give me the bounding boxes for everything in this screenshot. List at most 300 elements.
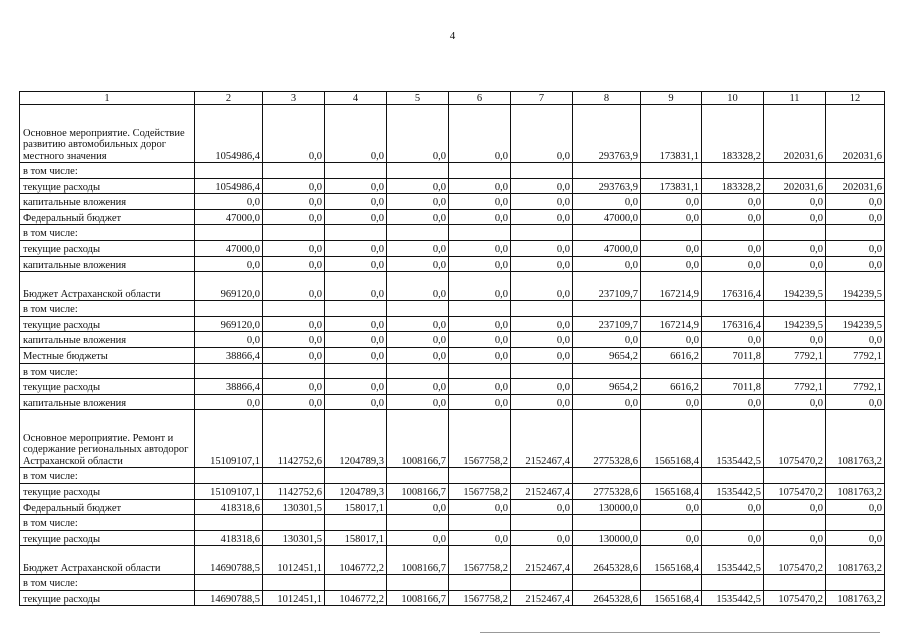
table-cell: 0,0	[826, 194, 885, 210]
table-cell: 0,0	[449, 178, 511, 194]
table-cell	[387, 225, 449, 241]
table-cell	[573, 225, 641, 241]
row-label: Федеральный бюджет	[20, 499, 195, 515]
table-cell	[573, 163, 641, 179]
table-cell: 0,0	[826, 499, 885, 515]
footer-divider	[480, 632, 880, 635]
table-cell	[387, 575, 449, 591]
table-cell: 0,0	[263, 178, 325, 194]
table-cell: 0,0	[387, 272, 449, 301]
table-cell: 1565168,4	[641, 546, 702, 575]
table-cell	[702, 575, 764, 591]
table-cell: 0,0	[263, 332, 325, 348]
table-cell: 1081763,2	[826, 590, 885, 606]
table-cell: 2152467,4	[511, 410, 573, 468]
table-cell: 15109107,1	[195, 410, 263, 468]
table-cell	[325, 515, 387, 531]
table-cell: 183328,2	[702, 178, 764, 194]
table-cell: 47000,0	[195, 240, 263, 256]
table-cell: 0,0	[511, 209, 573, 225]
table-cell: 1075470,2	[764, 483, 826, 499]
table-cell	[325, 163, 387, 179]
row-label: текущие расходы	[20, 240, 195, 256]
table-cell: 1565168,4	[641, 590, 702, 606]
table-cell	[387, 163, 449, 179]
table-cell: 0,0	[641, 209, 702, 225]
table-cell	[826, 515, 885, 531]
table-cell	[387, 301, 449, 317]
column-header: 6	[449, 92, 511, 105]
table-cell: 202031,6	[826, 178, 885, 194]
table-cell	[511, 225, 573, 241]
table-row	[20, 530, 885, 546]
table-cell: 1008166,7	[387, 410, 449, 468]
table-cell: 2645328,6	[573, 590, 641, 606]
table-cell: 167214,9	[641, 316, 702, 332]
table-cell: 0,0	[325, 178, 387, 194]
table-cell	[702, 301, 764, 317]
table-cell: 0,0	[449, 194, 511, 210]
table-cell: 0,0	[449, 394, 511, 410]
row-label: в том числе:	[20, 575, 195, 591]
table-cell: 158017,1	[325, 499, 387, 515]
table-cell: 969120,0	[195, 316, 263, 332]
table-cell	[702, 225, 764, 241]
table-cell: 0,0	[325, 379, 387, 395]
table-cell: 14690788,5	[195, 546, 263, 575]
table-cell: 0,0	[325, 194, 387, 210]
table-cell: 293763,9	[573, 105, 641, 163]
table-cell: 0,0	[325, 240, 387, 256]
table-cell: 0,0	[641, 530, 702, 546]
table-cell: 0,0	[387, 209, 449, 225]
table-cell: 1142752,6	[263, 483, 325, 499]
table-cell	[826, 225, 885, 241]
table-cell: 130000,0	[573, 499, 641, 515]
table-cell: 0,0	[511, 240, 573, 256]
table-cell: 0,0	[764, 499, 826, 515]
table-cell: 1012451,1	[263, 546, 325, 575]
table-cell: 0,0	[702, 256, 764, 272]
table-cell: 9654,2	[573, 379, 641, 395]
table-cell: 0,0	[641, 332, 702, 348]
table-cell: 0,0	[826, 240, 885, 256]
table-cell: 0,0	[325, 316, 387, 332]
table-cell: 0,0	[449, 105, 511, 163]
row-label: текущие расходы	[20, 316, 195, 332]
table-cell: 418318,6	[195, 499, 263, 515]
table-cell: 0,0	[511, 256, 573, 272]
table-cell	[325, 468, 387, 484]
table-cell	[325, 575, 387, 591]
table-cell	[263, 301, 325, 317]
row-label: Бюджет Астраханской области	[20, 272, 195, 301]
table-cell: 0,0	[702, 209, 764, 225]
table-cell: 1046772,2	[325, 590, 387, 606]
row-label: Местные бюджеты	[20, 347, 195, 363]
table-cell: 1081763,2	[826, 483, 885, 499]
table-row	[20, 379, 885, 395]
table-cell	[573, 515, 641, 531]
row-label: в том числе:	[20, 515, 195, 531]
table-cell: 0,0	[387, 332, 449, 348]
table-cell: 0,0	[449, 240, 511, 256]
table-cell: 0,0	[195, 332, 263, 348]
table-row	[20, 272, 885, 301]
column-header: 11	[764, 92, 826, 105]
table-cell: 0,0	[702, 240, 764, 256]
table-cell	[511, 468, 573, 484]
column-header: 2	[195, 92, 263, 105]
row-label: Бюджет Астраханской области	[20, 546, 195, 575]
table-cell: 1535442,5	[702, 546, 764, 575]
table-cell: 1075470,2	[764, 590, 826, 606]
table-cell: 1567758,2	[449, 590, 511, 606]
table-cell: 1008166,7	[387, 546, 449, 575]
table-cell	[573, 575, 641, 591]
table-cell: 1075470,2	[764, 410, 826, 468]
table-cell	[387, 468, 449, 484]
table-cell: 0,0	[449, 499, 511, 515]
table-row	[20, 515, 885, 531]
table-cell: 0,0	[387, 178, 449, 194]
table-cell: 0,0	[325, 332, 387, 348]
table-cell: 202031,6	[764, 105, 826, 163]
table-cell: 167214,9	[641, 272, 702, 301]
table-cell: 194239,5	[764, 272, 826, 301]
table-cell	[641, 363, 702, 379]
table-cell: 7792,1	[764, 379, 826, 395]
table-cell: 0,0	[325, 105, 387, 163]
table-cell: 194239,5	[826, 272, 885, 301]
table-cell	[449, 468, 511, 484]
page-number: 4	[449, 30, 456, 42]
table-cell	[263, 468, 325, 484]
table-row	[20, 347, 885, 363]
table-cell	[195, 163, 263, 179]
table-cell: 1081763,2	[826, 410, 885, 468]
table-row	[20, 240, 885, 256]
table-cell: 0,0	[325, 394, 387, 410]
table-cell: 0,0	[195, 256, 263, 272]
table-cell: 7011,8	[702, 347, 764, 363]
column-header: 10	[702, 92, 764, 105]
table-cell	[511, 301, 573, 317]
table-cell	[573, 301, 641, 317]
table-row	[20, 546, 885, 575]
table-cell: 0,0	[263, 379, 325, 395]
table-cell: 1204789,3	[325, 410, 387, 468]
row-label: текущие расходы	[20, 379, 195, 395]
table-cell: 47000,0	[573, 209, 641, 225]
table-cell: 2152467,4	[511, 483, 573, 499]
table-cell: 2152467,4	[511, 590, 573, 606]
column-header: 7	[511, 92, 573, 105]
table-cell: 6616,2	[641, 347, 702, 363]
table-cell: 0,0	[387, 394, 449, 410]
table-cell	[764, 225, 826, 241]
table-cell	[641, 163, 702, 179]
table-cell	[263, 163, 325, 179]
table-cell: 173831,1	[641, 178, 702, 194]
table-row	[20, 499, 885, 515]
table-cell: 0,0	[449, 347, 511, 363]
table-cell: 0,0	[449, 530, 511, 546]
table-cell: 9654,2	[573, 347, 641, 363]
table-cell: 0,0	[387, 256, 449, 272]
table-cell: 0,0	[764, 209, 826, 225]
row-label: в том числе:	[20, 468, 195, 484]
table-cell: 0,0	[449, 272, 511, 301]
table-cell: 2152467,4	[511, 546, 573, 575]
table-cell: 418318,6	[195, 530, 263, 546]
table-cell: 0,0	[826, 209, 885, 225]
table-cell	[702, 515, 764, 531]
table-cell: 2775328,6	[573, 483, 641, 499]
table-cell: 1565168,4	[641, 410, 702, 468]
table-cell: 0,0	[387, 347, 449, 363]
table-cell	[195, 575, 263, 591]
table-cell: 293763,9	[573, 178, 641, 194]
table-cell: 0,0	[826, 256, 885, 272]
table-cell	[511, 163, 573, 179]
table-cell: 0,0	[325, 256, 387, 272]
table-cell: 1535442,5	[702, 483, 764, 499]
table-cell	[641, 575, 702, 591]
table-cell: 0,0	[764, 256, 826, 272]
table-cell	[263, 575, 325, 591]
header-row	[20, 92, 885, 105]
table-cell	[641, 515, 702, 531]
table-cell: 0,0	[764, 194, 826, 210]
table-cell: 0,0	[511, 332, 573, 348]
table-cell: 0,0	[449, 209, 511, 225]
row-label: капитальные вложения	[20, 194, 195, 210]
table-cell: 0,0	[511, 530, 573, 546]
row-label: в том числе:	[20, 301, 195, 317]
table-cell: 0,0	[325, 272, 387, 301]
table-cell	[764, 301, 826, 317]
table-cell: 0,0	[641, 240, 702, 256]
table-cell: 0,0	[573, 256, 641, 272]
table-cell	[195, 515, 263, 531]
table-cell	[195, 468, 263, 484]
table-cell	[511, 575, 573, 591]
table-cell: 7792,1	[764, 347, 826, 363]
table-cell: 0,0	[764, 394, 826, 410]
table-cell	[641, 301, 702, 317]
table-cell: 1012451,1	[263, 590, 325, 606]
table-cell: 14690788,5	[195, 590, 263, 606]
table-cell: 130301,5	[263, 499, 325, 515]
table-cell: 237109,7	[573, 272, 641, 301]
row-label: капитальные вложения	[20, 256, 195, 272]
column-header: 8	[573, 92, 641, 105]
table-cell: 0,0	[263, 272, 325, 301]
table-cell: 38866,4	[195, 379, 263, 395]
row-label: капитальные вложения	[20, 332, 195, 348]
table-cell: 202031,6	[764, 178, 826, 194]
table-cell: 0,0	[764, 332, 826, 348]
table-cell: 0,0	[449, 316, 511, 332]
table-cell: 7011,8	[702, 379, 764, 395]
table-row	[20, 194, 885, 210]
row-label: капитальные вложения	[20, 394, 195, 410]
table-cell: 0,0	[702, 530, 764, 546]
table-cell: 0,0	[826, 394, 885, 410]
table-cell: 0,0	[449, 256, 511, 272]
table-cell: 0,0	[387, 240, 449, 256]
table-cell	[826, 301, 885, 317]
row-label: в том числе:	[20, 163, 195, 179]
column-header: 9	[641, 92, 702, 105]
table-cell: 1204789,3	[325, 483, 387, 499]
table-cell	[263, 515, 325, 531]
table-row	[20, 178, 885, 194]
table-cell: 6616,2	[641, 379, 702, 395]
table-cell: 0,0	[387, 105, 449, 163]
table-cell: 0,0	[511, 394, 573, 410]
table-cell: 1075470,2	[764, 546, 826, 575]
table-cell: 0,0	[263, 240, 325, 256]
table-cell	[702, 163, 764, 179]
table-cell	[702, 363, 764, 379]
table-cell: 0,0	[387, 499, 449, 515]
table-cell: 0,0	[195, 194, 263, 210]
table-cell: 0,0	[511, 347, 573, 363]
column-header: 1	[20, 92, 195, 105]
table-cell	[449, 163, 511, 179]
table-cell: 0,0	[263, 194, 325, 210]
table-cell: 0,0	[702, 394, 764, 410]
table-cell	[387, 363, 449, 379]
table-cell: 0,0	[511, 499, 573, 515]
table-cell	[449, 515, 511, 531]
table-row	[20, 483, 885, 499]
table-cell: 130301,5	[263, 530, 325, 546]
table-row	[20, 316, 885, 332]
table-cell: 0,0	[826, 530, 885, 546]
table-cell: 0,0	[449, 332, 511, 348]
table-row	[20, 301, 885, 317]
table-cell: 1535442,5	[702, 410, 764, 468]
table-cell: 0,0	[641, 394, 702, 410]
table-row	[20, 590, 885, 606]
table-cell: 183328,2	[702, 105, 764, 163]
table-cell	[195, 225, 263, 241]
table-cell: 1567758,2	[449, 410, 511, 468]
table-cell	[511, 363, 573, 379]
table-row	[20, 225, 885, 241]
table-cell	[195, 301, 263, 317]
table-cell	[325, 225, 387, 241]
table-cell: 2645328,6	[573, 546, 641, 575]
table-cell: 0,0	[511, 379, 573, 395]
table-row	[20, 468, 885, 484]
table-cell: 1081763,2	[826, 546, 885, 575]
row-label: текущие расходы	[20, 530, 195, 546]
row-label: текущие расходы	[20, 483, 195, 499]
table-cell: 202031,6	[826, 105, 885, 163]
table-cell: 1535442,5	[702, 590, 764, 606]
table-cell	[573, 363, 641, 379]
table-cell	[826, 363, 885, 379]
table-row	[20, 410, 885, 468]
table-cell: 176316,4	[702, 316, 764, 332]
table-cell: 38866,4	[195, 347, 263, 363]
table-cell: 194239,5	[764, 316, 826, 332]
table-cell: 0,0	[641, 194, 702, 210]
table-cell: 0,0	[573, 332, 641, 348]
table-cell	[387, 515, 449, 531]
column-header: 4	[325, 92, 387, 105]
table-cell	[263, 225, 325, 241]
column-header: 5	[387, 92, 449, 105]
table-cell: 1008166,7	[387, 590, 449, 606]
row-label: Основное мероприятие. Ремонт и содержание региональных автодорог Астраханской области	[20, 410, 195, 468]
table-row	[20, 105, 885, 163]
table-cell: 0,0	[511, 178, 573, 194]
table-cell: 1567758,2	[449, 546, 511, 575]
table-cell: 0,0	[511, 194, 573, 210]
table-row	[20, 209, 885, 225]
table-cell: 0,0	[511, 272, 573, 301]
table-cell: 237109,7	[573, 316, 641, 332]
table-cell: 1142752,6	[263, 410, 325, 468]
row-label: в том числе:	[20, 363, 195, 379]
table-cell: 0,0	[387, 530, 449, 546]
table-cell: 47000,0	[573, 240, 641, 256]
table-cell	[641, 225, 702, 241]
table-cell	[826, 575, 885, 591]
row-label: Федеральный бюджет	[20, 209, 195, 225]
table-cell: 7792,1	[826, 379, 885, 395]
table-row	[20, 575, 885, 591]
table-cell: 47000,0	[195, 209, 263, 225]
table-cell: 0,0	[641, 256, 702, 272]
table-cell	[702, 468, 764, 484]
table-cell	[764, 515, 826, 531]
table-cell	[325, 301, 387, 317]
table-cell: 0,0	[449, 379, 511, 395]
table-cell: 0,0	[387, 194, 449, 210]
table-cell	[764, 363, 826, 379]
table-cell: 176316,4	[702, 272, 764, 301]
table-cell: 0,0	[702, 194, 764, 210]
table-cell: 1567758,2	[449, 483, 511, 499]
table-cell: 0,0	[826, 332, 885, 348]
budget-table	[19, 91, 885, 606]
table-cell: 0,0	[263, 256, 325, 272]
table-cell: 0,0	[702, 499, 764, 515]
table-cell: 194239,5	[826, 316, 885, 332]
table-cell	[195, 363, 263, 379]
table-cell: 969120,0	[195, 272, 263, 301]
table-cell: 2775328,6	[573, 410, 641, 468]
table-cell	[826, 163, 885, 179]
table-cell: 15109107,1	[195, 483, 263, 499]
table-cell: 0,0	[573, 394, 641, 410]
table-cell: 1008166,7	[387, 483, 449, 499]
table-cell	[449, 363, 511, 379]
table-cell: 1565168,4	[641, 483, 702, 499]
row-label: в том числе:	[20, 225, 195, 241]
table-row	[20, 256, 885, 272]
table-cell: 0,0	[387, 379, 449, 395]
table-cell: 0,0	[325, 347, 387, 363]
table-cell	[764, 468, 826, 484]
table-cell	[641, 468, 702, 484]
